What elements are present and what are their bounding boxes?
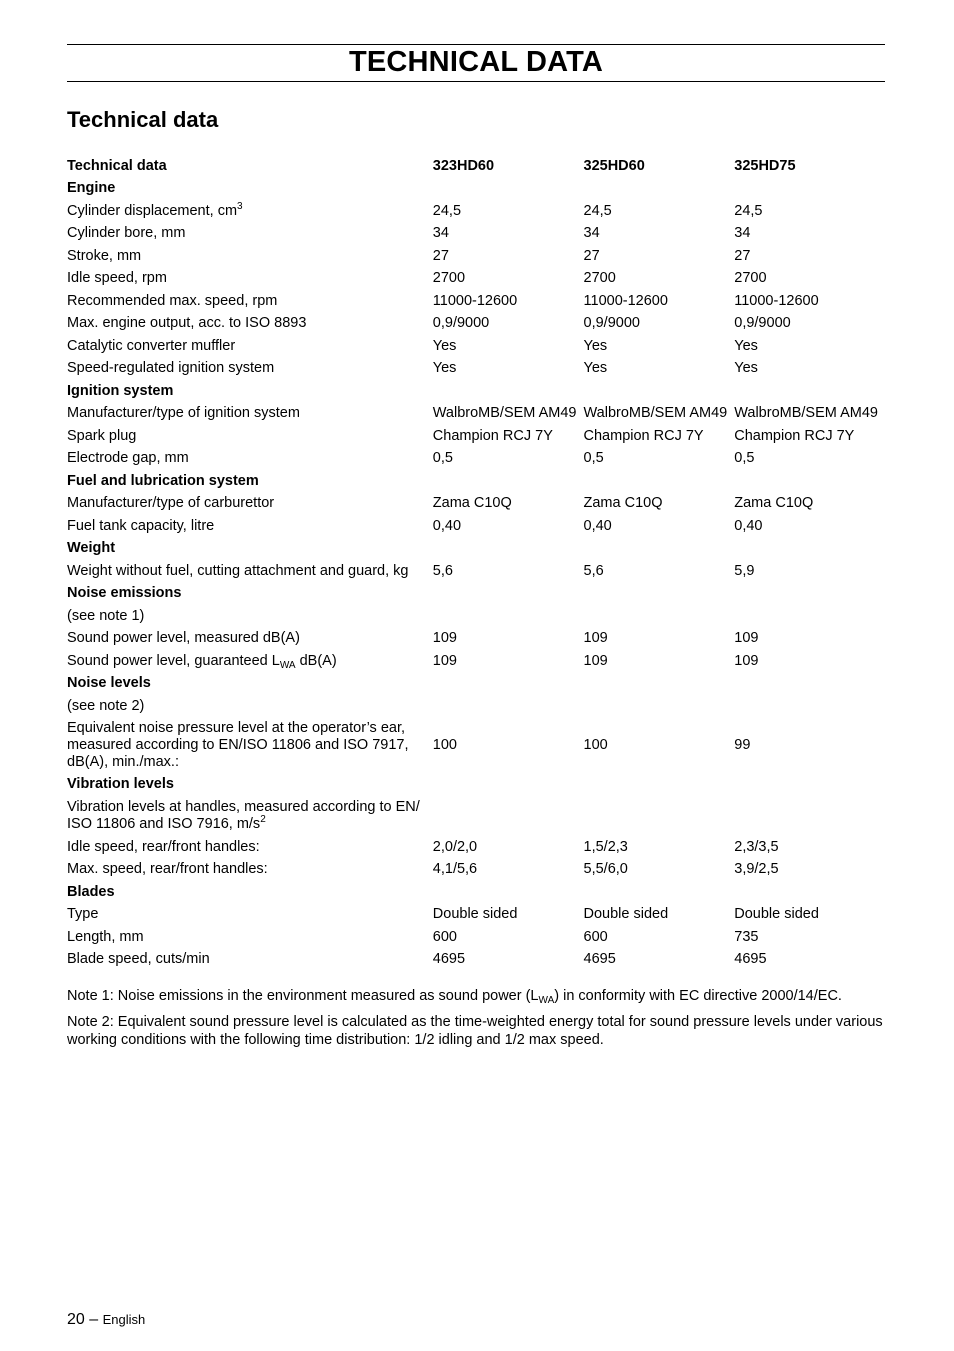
- cell-value: 4695: [734, 951, 767, 968]
- table-row: [67, 335, 885, 358]
- row-label: Sound power level, measured dB(A): [67, 630, 300, 647]
- technical-data-table: [67, 154, 885, 971]
- row-label: Manufacturer/type of carburettor: [67, 495, 275, 512]
- table-row: [67, 948, 885, 971]
- row-label: Idle speed, rear/front handles:: [67, 838, 260, 855]
- cell-value: 5,5/6,0: [583, 861, 628, 878]
- cell-value: 11000-12600: [734, 292, 819, 309]
- section-row-engine: [67, 177, 885, 200]
- cell-value: 109: [432, 630, 457, 647]
- table-row: [67, 903, 885, 926]
- cell-value: 34: [432, 225, 449, 242]
- row-label: Length, mm: [67, 928, 144, 945]
- cell-value: 2700: [734, 270, 767, 287]
- section-label: Ignition system: [67, 382, 174, 399]
- header-bottom-rule: [67, 81, 885, 82]
- subscript: WA: [538, 995, 555, 1006]
- row-label: (see note 2): [67, 697, 145, 714]
- cell-value: WalbroMB/SEM AM49: [432, 405, 577, 422]
- row-label: Stroke, mm: [67, 247, 142, 264]
- column-header-325hd75: 325HD75: [734, 157, 796, 174]
- section-row-blades: [67, 881, 885, 904]
- row-label: Cylinder bore, mm: [67, 225, 186, 242]
- table-row: [67, 605, 885, 628]
- cell-value: Zama C10Q: [583, 495, 663, 512]
- footer-language: English: [102, 1312, 146, 1327]
- table-row: [67, 695, 885, 718]
- cell-value: Yes: [734, 337, 758, 354]
- section-label: Engine: [67, 180, 116, 197]
- cell-value: 0,9/9000: [583, 315, 640, 332]
- table-row: [67, 425, 885, 448]
- cell-value: 100: [432, 736, 457, 753]
- cell-value: Yes: [583, 360, 608, 377]
- table-row: [67, 560, 885, 583]
- page-footer: [67, 1310, 145, 1330]
- table-row: [67, 515, 885, 538]
- page-header-title: TECHNICAL DATA: [348, 46, 604, 78]
- superscript: 2: [260, 813, 266, 825]
- cell-value: 109: [583, 630, 608, 647]
- section-row-ignition: [67, 380, 885, 403]
- table-row: [67, 447, 885, 470]
- section-label: Noise emissions: [67, 585, 182, 602]
- row-label: Catalytic converter muffler: [67, 337, 236, 354]
- row-label: Recommended max. speed, rpm: [67, 292, 278, 309]
- cell-value: Double sided: [432, 906, 518, 923]
- cell-value: 99: [734, 736, 751, 753]
- row-label: Weight without fuel, cutting attachment and guard, kg: [67, 562, 409, 579]
- superscript: 3: [237, 200, 243, 212]
- cell-value: 5,6: [583, 562, 604, 579]
- row-label: Cylinder displacement, $cm^3$: [67, 200, 243, 219]
- table-row: [67, 200, 885, 223]
- note-1: Note 1: Noise emissions in the environment measured as sound power $(L_{WA})$ in conformity with EC directive 2000/14/EC.: [67, 988, 842, 1006]
- cell-value: Double sided: [583, 906, 669, 923]
- cell-value: 27: [432, 247, 449, 264]
- table-row: [67, 267, 885, 290]
- column-header-325hd60: 325HD60: [583, 157, 645, 174]
- cell-value: Champion RCJ 7Y: [734, 427, 855, 444]
- column-header-parameter: Technical data: [67, 157, 167, 174]
- cell-value: 600: [432, 928, 457, 945]
- cell-value: 2,3/3,5: [734, 838, 779, 855]
- cell-value: 24,5: [432, 202, 462, 219]
- cell-value: Champion RCJ 7Y: [583, 427, 704, 444]
- row-label: Max. engine output, acc. to ISO 8893: [67, 315, 307, 332]
- cell-value: 109: [583, 652, 608, 669]
- cell-value: 2700: [583, 270, 616, 287]
- section-label: Fuel and lubrication system: [67, 472, 259, 489]
- cell-value: 11000-12600: [432, 292, 518, 309]
- cell-value: 600: [583, 928, 608, 945]
- section-label: Weight: [67, 540, 116, 557]
- cell-value: 34: [583, 225, 600, 242]
- note-2: Note 2: Equivalent sound pressure level is calculated as the time-weighted energy total for sound pressure levels under various working conditions with the following time distribution: 1/2 idling and 1/2 max speed.: [67, 1014, 883, 1048]
- cell-value: 2700: [432, 270, 466, 287]
- section-row-noise-levels: [67, 672, 885, 695]
- cell-value: 1,5/2,3: [583, 838, 628, 855]
- cell-value: 34: [734, 225, 751, 242]
- cell-value: 0,5: [432, 450, 453, 467]
- cell-value: 27: [734, 247, 751, 264]
- row-label: Speed-regulated ignition system: [67, 360, 275, 377]
- page-number: 20 –: [67, 1311, 99, 1328]
- row-label: Spark plug: [67, 427, 137, 444]
- table-row: [67, 717, 885, 773]
- cell-value: 4695: [432, 951, 466, 968]
- row-label: Vibration levels at handles, measured according to EN/ ISO 11806 and ISO 7916, $m/s^2$: [67, 798, 420, 832]
- cell-value: Zama C10Q: [734, 495, 814, 512]
- cell-value: 0,9/9000: [432, 315, 490, 332]
- row-label: Fuel tank capacity, litre: [67, 517, 215, 534]
- section-row-weight: [67, 537, 885, 560]
- section-row-fuel: [67, 470, 885, 493]
- table-row: [67, 926, 885, 949]
- cell-value: 24,5: [583, 202, 612, 219]
- cell-value: 100: [583, 736, 608, 753]
- cell-value: WalbroMB/SEM AM49: [583, 405, 728, 422]
- row-label: (see note 1): [67, 607, 145, 624]
- section-label: Blades: [67, 883, 115, 900]
- cell-value: 0,9/9000: [734, 315, 791, 332]
- cell-value: 109: [432, 652, 457, 669]
- table-row: [67, 858, 885, 881]
- table-row: [67, 402, 885, 425]
- cell-value: Yes: [432, 360, 457, 377]
- cell-value: 5,9: [734, 562, 755, 579]
- column-header-323hd60: 323HD60: [432, 157, 495, 174]
- table-row: [67, 796, 885, 836]
- cell-value: 2,0/2,0: [432, 838, 478, 855]
- table-row: [67, 627, 885, 650]
- cell-value: 109: [734, 652, 759, 669]
- cell-value: 0,5: [583, 450, 604, 467]
- section-label: Vibration levels: [67, 776, 174, 793]
- cell-value: 5,6: [432, 562, 453, 579]
- table-row: [67, 836, 885, 859]
- cell-value: 735: [734, 928, 759, 945]
- table-row: [67, 357, 885, 380]
- subscript: WA: [279, 659, 296, 671]
- cell-value: 11000-12600: [583, 292, 668, 309]
- row-label: Type: [67, 906, 99, 923]
- cell-value: Yes: [583, 337, 608, 354]
- section-title: Technical data: [67, 107, 219, 132]
- cell-value: 4,1/5,6: [432, 861, 478, 878]
- cell-value: Zama C10Q: [432, 495, 512, 512]
- cell-value: Yes: [432, 337, 457, 354]
- cell-value: Yes: [734, 360, 758, 377]
- cell-value: Double sided: [734, 906, 819, 923]
- row-label: Idle speed, rpm: [67, 270, 167, 287]
- cell-value: 24,5: [734, 202, 763, 219]
- row-label: Max. speed, rear/front handles:: [67, 861, 268, 878]
- row-label: Electrode gap, mm: [67, 450, 189, 467]
- cell-value: Champion RCJ 7Y: [432, 427, 553, 444]
- row-label: Sound power level, guaranteed $L_{WA}$ dB(A): [67, 652, 337, 671]
- table-header-row: [67, 154, 885, 177]
- row-label: Blade speed, cuts/min: [67, 951, 210, 968]
- cell-value: WalbroMB/SEM AM49: [734, 405, 878, 422]
- cell-value: 0,40: [432, 517, 462, 534]
- table-row: [67, 650, 885, 673]
- section-row-vibration: [67, 773, 885, 796]
- cell-value: 27: [583, 247, 600, 264]
- cell-value: 109: [734, 630, 759, 647]
- section-row-noise-emissions: [67, 582, 885, 605]
- cell-value: 0,40: [734, 517, 763, 534]
- cell-value: 3,9/2,5: [734, 861, 779, 878]
- table-row: [67, 290, 885, 313]
- row-label: Equivalent noise pressure level at the operator’s ear, measured according to EN/ISO 11806 and ISO 7917, dB(A), min./max.:: [67, 719, 409, 770]
- cell-value: 0,40: [583, 517, 612, 534]
- table-row: [67, 222, 885, 245]
- row-label: Manufacturer/type of ignition system: [67, 405, 300, 422]
- table-row: [67, 312, 885, 335]
- cell-value: 4695: [583, 951, 616, 968]
- table-row: [67, 492, 885, 515]
- section-label: Noise levels: [67, 675, 151, 692]
- table-row: [67, 245, 885, 268]
- cell-value: 0,5: [734, 450, 755, 467]
